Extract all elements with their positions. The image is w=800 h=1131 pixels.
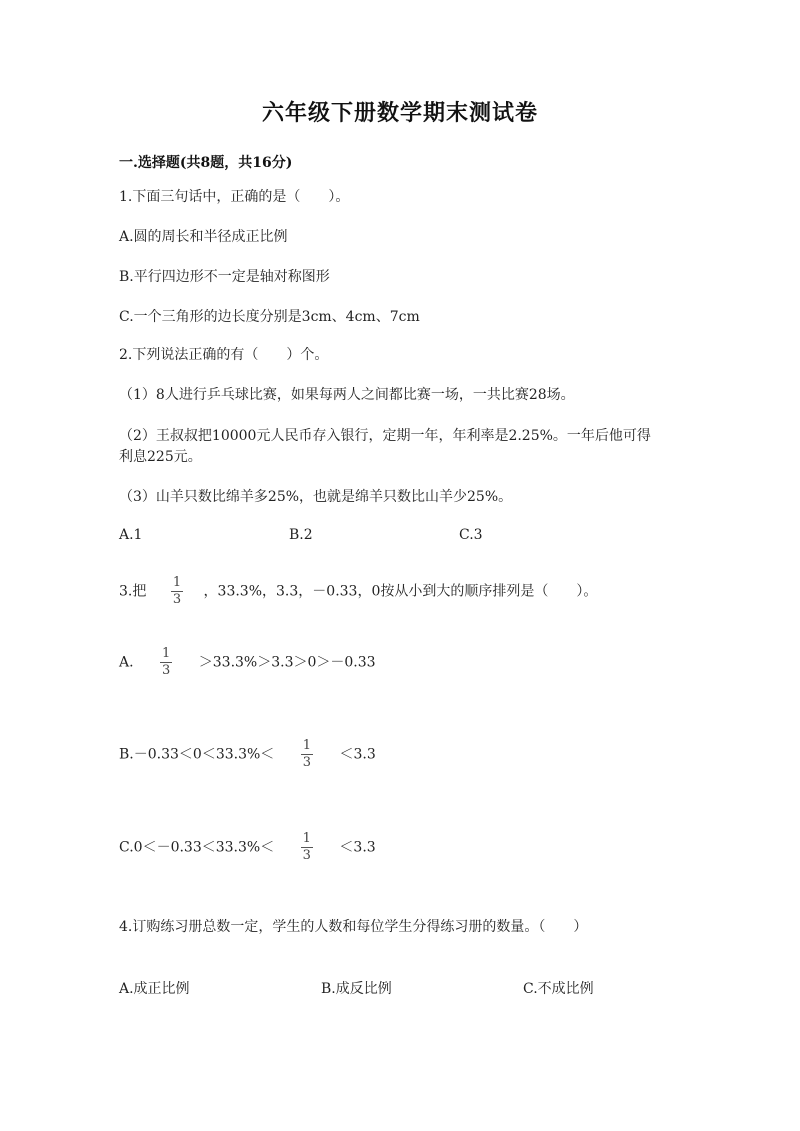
fraction-numerator: 1 (302, 738, 312, 753)
question-2-statement-2: （2）王叔叔把10000元人民币存入银行，定期一年，年利率是2.25%。一年后他可得利息225元。 (119, 428, 651, 465)
question-4-option-b: B.成反比例 (321, 981, 392, 997)
question-4-option-a: A.成正比例 (119, 981, 190, 997)
question-1-stem: 1.下面三句话中，正确的是（ ）。 (119, 189, 350, 205)
question-2-statement-3: （3）山羊只数比绵羊多25%，也就是绵羊只数比山羊少25%。 (119, 489, 513, 505)
question-4-option-c: C.不成比例 (523, 981, 594, 997)
question-3-stem-suffix: ，33.3%，3.3，－0.33，0按从小到大的顺序排列是（ ）。 (203, 583, 598, 600)
question-1-option-b: B.平行四边形不一定是轴对称图形 (119, 269, 330, 285)
question-3-stem (119, 576, 597, 607)
fraction-one-third (301, 832, 313, 863)
question-2-stem: 2.下列说法正确的有（ ）个。 (119, 347, 329, 363)
question-3-option-a-prefix: A. (119, 654, 134, 671)
question-3-option-b (119, 739, 376, 770)
fraction-one-third (171, 576, 183, 607)
fraction-denominator: 3 (302, 755, 312, 770)
question-3-option-a-suffix: ＞33.3%＞3.3＞0＞－0.33 (198, 654, 376, 671)
question-3-option-c (119, 832, 376, 863)
fraction-one-third (160, 647, 172, 678)
question-3-stem-prefix: 3.把 (119, 583, 147, 600)
question-3-option-b-prefix: B.－0.33＜0＜33.3%＜ (119, 746, 275, 763)
page-title: 六年级下册数学期末测试卷 (261, 100, 538, 126)
question-3-option-b-suffix: ＜3.3 (339, 746, 376, 763)
fraction-denominator: 3 (302, 848, 311, 863)
section-heading: 一.选择题(共8题，共16分) (119, 155, 293, 171)
fraction-numerator: 1 (302, 831, 311, 846)
question-4-stem: 4.订购练习册总数一定，学生的人数和每位学生分得练习册的数量。（ ） (119, 919, 588, 935)
question-3-option-c-suffix: ＜3.3 (339, 839, 376, 856)
fraction-numerator: 1 (172, 575, 182, 590)
question-2-statement-1: （1）8人进行乒乓球比赛，如果每两人之间都比赛一场，一共比赛28场。 (119, 387, 575, 403)
question-1-option-c: C.一个三角形的边长度分别是3cm、4cm、7cm (119, 309, 420, 325)
question-2-option-c: C.3 (459, 527, 483, 543)
question-1-option-a: A.圆的周长和半径成正比例 (119, 229, 288, 245)
question-3-option-c-prefix: C.0＜－0.33＜33.3%＜ (119, 839, 275, 856)
question-3-option-a (119, 647, 376, 678)
question-2-option-b: B.2 (289, 527, 313, 543)
fraction-denominator: 3 (172, 592, 182, 607)
question-2-option-a: A.1 (119, 527, 143, 543)
fraction-denominator: 3 (162, 663, 171, 678)
fraction-numerator: 1 (162, 646, 171, 661)
fraction-one-third (301, 739, 313, 770)
